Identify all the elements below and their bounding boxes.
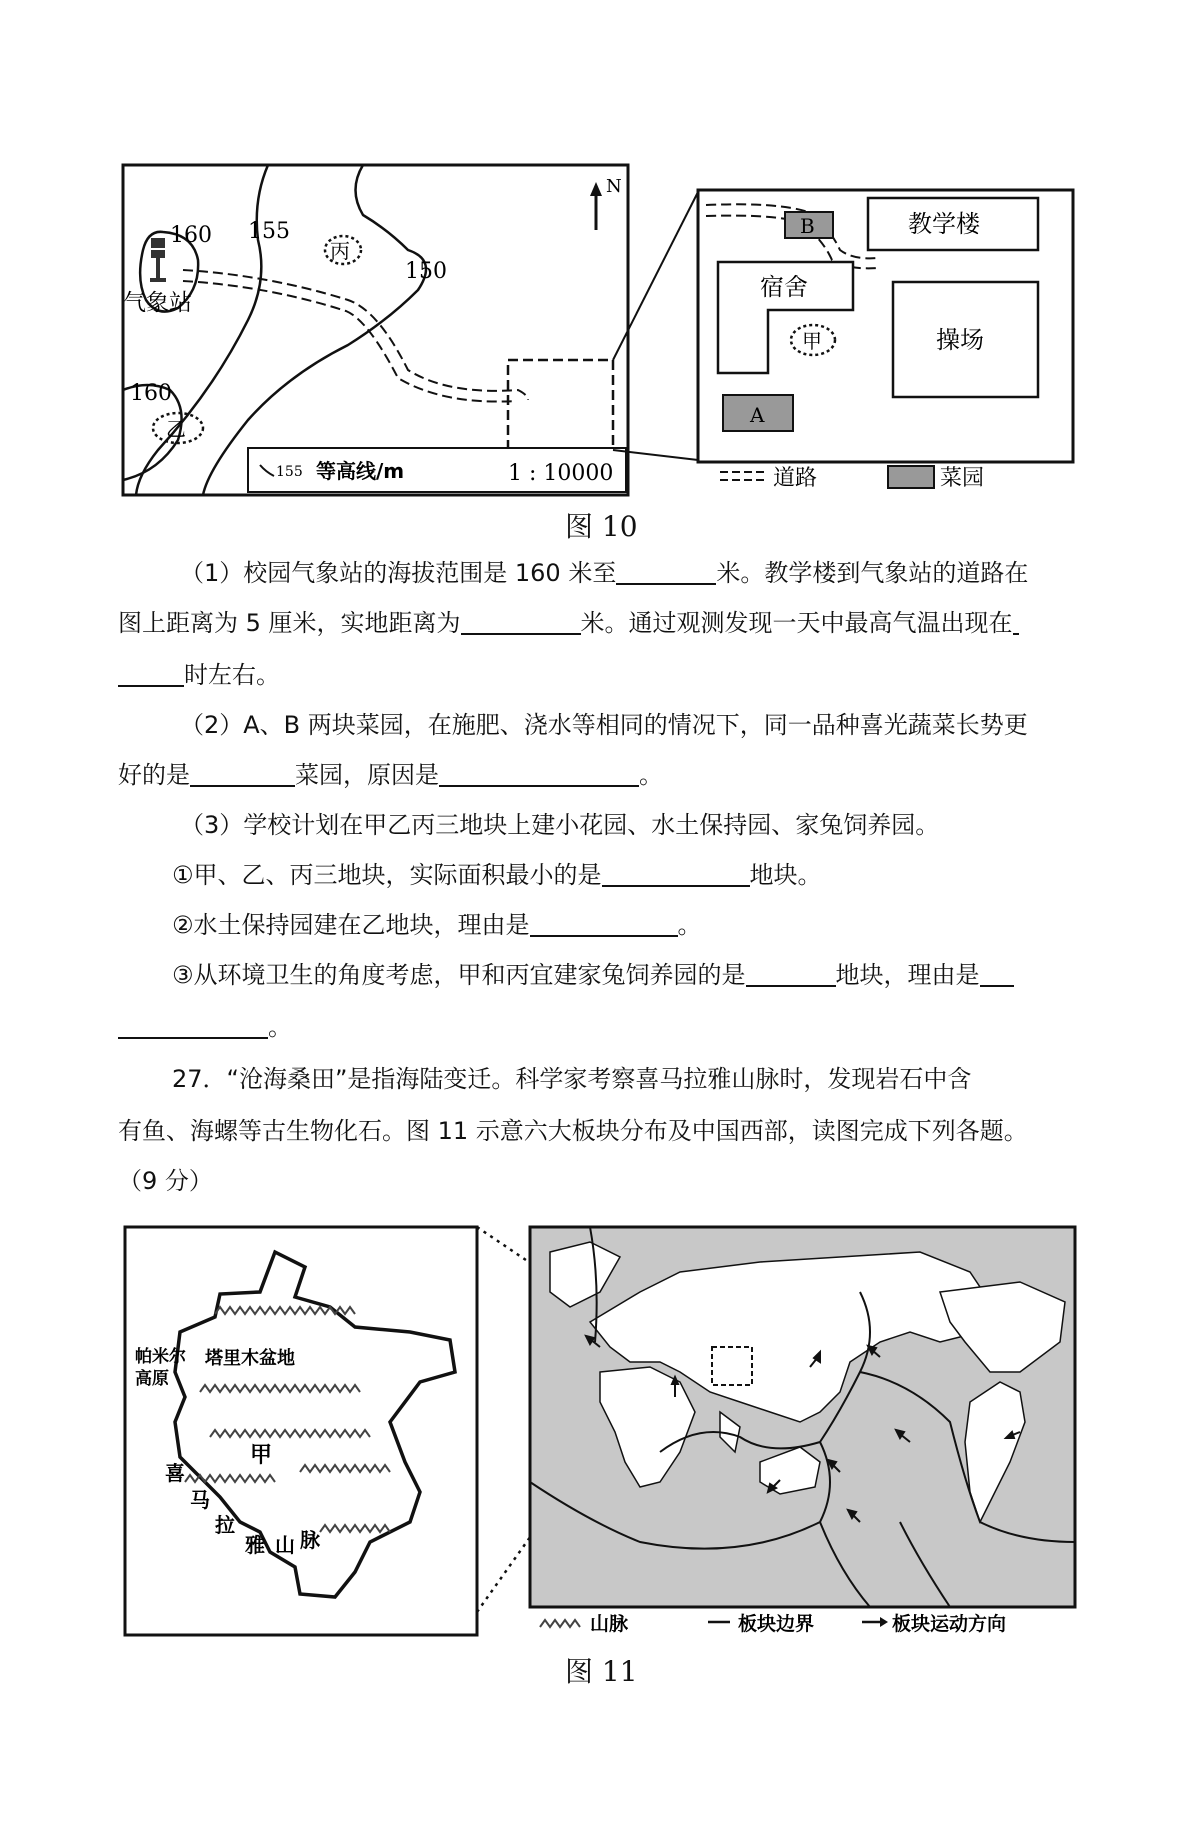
himalaya-char-4: 雅 bbox=[245, 1533, 265, 1557]
q27-line3: （9 分） bbox=[118, 1167, 213, 1195]
contour-label-160: 160 bbox=[170, 223, 212, 248]
garden-a-label: A bbox=[750, 403, 765, 427]
himalaya-char-5: 山 bbox=[275, 1533, 295, 1557]
pamir-label-2: 高原 bbox=[135, 1369, 169, 1389]
blank-q1-altitude[interactable] bbox=[616, 561, 716, 585]
himalaya-char-2: 马 bbox=[190, 1488, 210, 1512]
q3-intro: （3）学校计划在甲乙丙三地块上建小花园、水土保持园、家兔饲养园。 bbox=[180, 811, 940, 839]
blank-q3-smallest[interactable] bbox=[602, 863, 750, 887]
q2-line1: （2）A、B 两块菜园，在施肥、浇水等相同的情况下，同一品种喜光蔬菜长势更 bbox=[180, 711, 1028, 739]
blank-q3-reason[interactable] bbox=[530, 913, 678, 937]
legend-contour-label: 等高线/m bbox=[316, 459, 405, 483]
q1-line1: （1）校园气象站的海拔范围是 160 米至 米。教学楼到气象站的道路在 bbox=[180, 559, 1029, 587]
q3-sub2: ②水土保持园建在乙地块，理由是 。 bbox=[172, 911, 702, 939]
legend-garden-label: 菜园 bbox=[940, 466, 985, 491]
figure-11-caption: 图 11 bbox=[565, 1655, 638, 1688]
blank-q1-time-a[interactable] bbox=[1013, 611, 1019, 635]
q3-sub3: ③从环境卫生的角度考虑，甲和丙宜建家兔饲养园的是 地块，理由是 bbox=[172, 960, 1142, 990]
legend-road-label: 道路 bbox=[773, 466, 818, 491]
garden-b-label: B bbox=[800, 214, 815, 238]
blank-q3-reason2[interactable] bbox=[118, 1015, 268, 1039]
q1-line2: 图上距离为 5 厘米，实地距离为 米。通过观测发现一天中最高气温出现在 bbox=[118, 608, 1088, 638]
contour-label-160b: 160 bbox=[130, 381, 172, 406]
q1-line3: 时左右。 bbox=[118, 660, 1088, 690]
q3-sub3-cont: 。 bbox=[118, 1012, 1088, 1042]
legend-scale: 1 : 10000 bbox=[508, 461, 614, 486]
plot-yi-label: 乙 bbox=[166, 417, 186, 441]
legend-boundary-label: 板块边界 bbox=[738, 1613, 815, 1635]
himalaya-char-1: 喜 bbox=[165, 1461, 185, 1485]
blank-q1-time[interactable] bbox=[118, 663, 184, 687]
q3-sub1: ①甲、乙、丙三地块，实际面积最小的是 地块。 bbox=[172, 861, 822, 889]
plot-jia-label: 甲 bbox=[802, 329, 822, 353]
legend-motion-label: 板块运动方向 bbox=[892, 1613, 1007, 1635]
blank-q2-reason[interactable] bbox=[439, 763, 639, 787]
weather-station-label: 气象站 bbox=[123, 290, 192, 316]
teaching-building-label: 教学楼 bbox=[908, 210, 980, 238]
contour-label-155: 155 bbox=[248, 219, 290, 244]
q27-line2: 有鱼、海螺等古生物化石。图 11 示意六大板块分布及中国西部，读图完成下列各题。 bbox=[118, 1117, 1028, 1145]
plot-bing-label: 丙 bbox=[330, 239, 350, 263]
figure-10-map bbox=[118, 160, 1078, 500]
blank-q3-reason2-a[interactable] bbox=[980, 963, 1014, 987]
himalaya-char-6: 脉 bbox=[300, 1528, 320, 1552]
blank-q1-distance[interactable] bbox=[461, 611, 581, 635]
tarim-basin-label: 塔里木盆地 bbox=[205, 1348, 295, 1369]
legend-contour-value: 155 bbox=[276, 464, 303, 480]
figure-10-caption: 图 10 bbox=[565, 510, 638, 543]
blank-q3-plot[interactable] bbox=[746, 963, 836, 987]
figure-11-map bbox=[120, 1222, 1080, 1642]
legend-mountain-icon bbox=[540, 1620, 580, 1627]
q27-line1: 27．“沧海桑田”是指海陆变迁。科学家考察喜马拉雅山脉时，发现岩石中含 bbox=[172, 1065, 972, 1093]
legend-garden-sample bbox=[888, 466, 934, 488]
blank-q2-garden[interactable] bbox=[190, 763, 295, 787]
figure-10 bbox=[118, 160, 1078, 500]
himalaya-char-3: 拉 bbox=[215, 1513, 235, 1537]
main-map-frame bbox=[123, 165, 628, 495]
contour-label-150: 150 bbox=[405, 259, 447, 284]
playground-label: 操场 bbox=[936, 326, 984, 354]
north-label: N bbox=[606, 176, 622, 197]
legend-arrow-icon bbox=[862, 1617, 888, 1627]
dormitory-label: 宿舍 bbox=[760, 273, 808, 301]
figure-11 bbox=[120, 1222, 1080, 1642]
legend-mountain-label: 山脉 bbox=[590, 1613, 629, 1635]
region-jia-label: 甲 bbox=[250, 1443, 273, 1468]
q2-line2: 好的是 菜园，原因是 。 bbox=[118, 761, 663, 789]
pamir-label-1: 帕米尔 bbox=[135, 1347, 186, 1367]
